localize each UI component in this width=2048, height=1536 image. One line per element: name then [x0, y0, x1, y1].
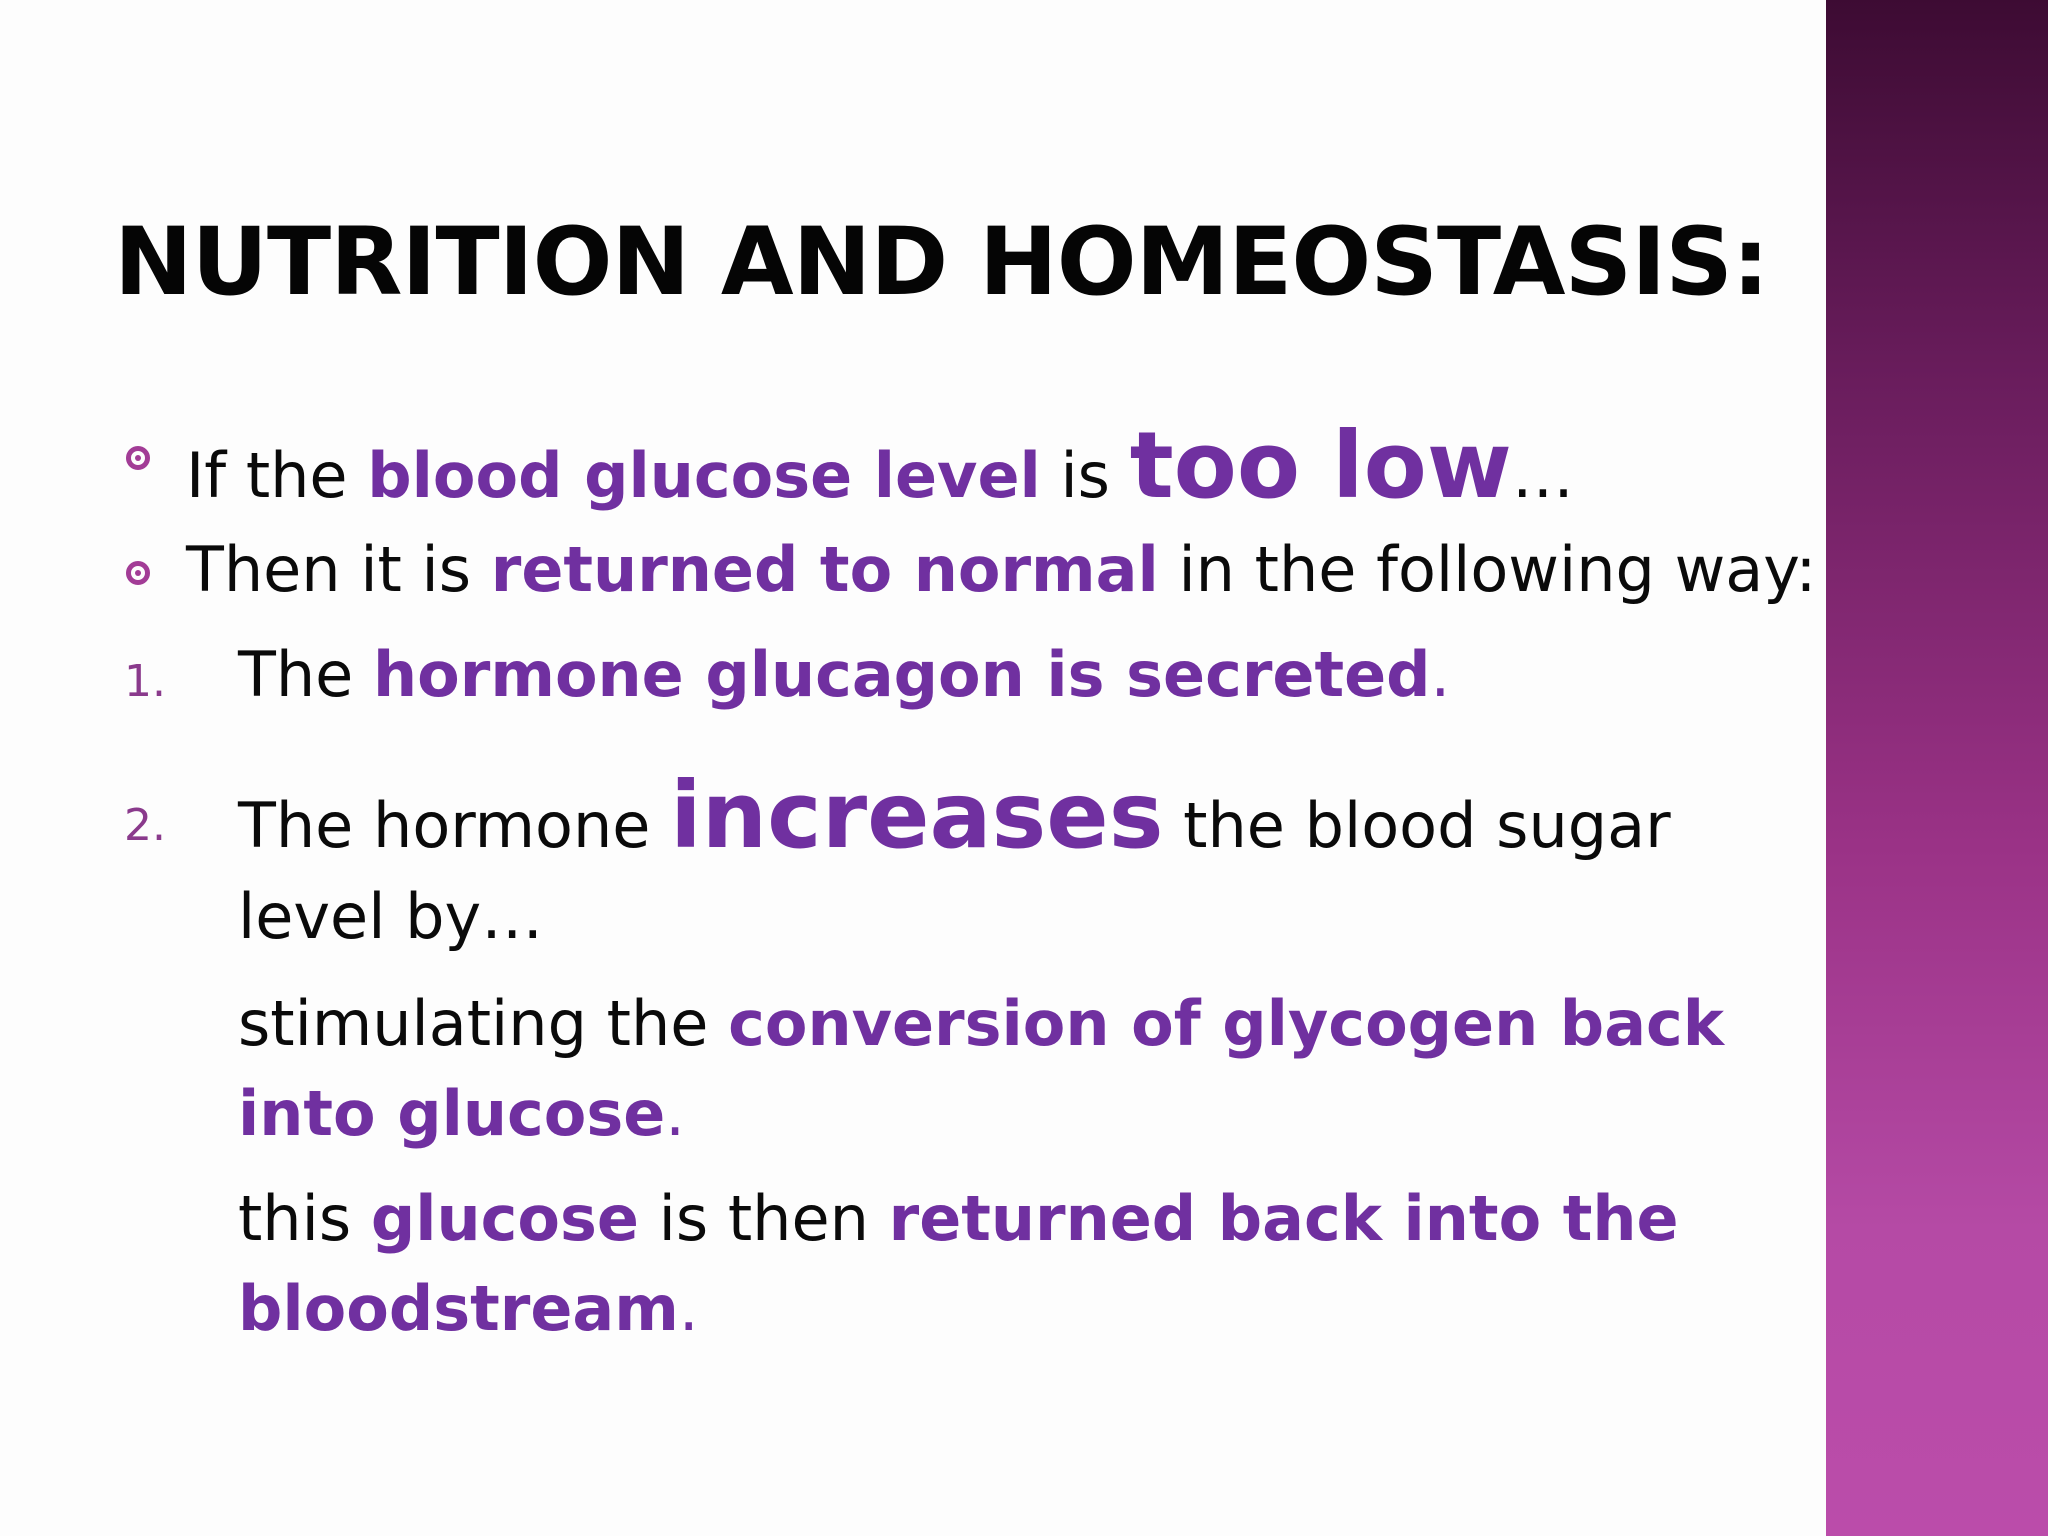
step-2-sub-1-highlight: into glucose: [238, 1077, 666, 1150]
step-2-number: 2.: [124, 800, 166, 851]
step-2-sub-2-line-1: [238, 1182, 1679, 1255]
bullet-2-part: in the following way:: [1158, 533, 1817, 606]
step-2-line-1: [238, 762, 1671, 869]
step-2-sub-2-part: is then: [638, 1182, 889, 1255]
step-1-part: The: [238, 638, 374, 711]
bullet-2-part: Then it is: [186, 533, 491, 606]
circled-dot-bullet-icon: [126, 446, 150, 470]
step-2-sub-1-part: stimulating the: [238, 987, 729, 1060]
step-2-sub-2-line-2: [238, 1272, 699, 1345]
step-2-sub-1-period: .: [665, 1077, 685, 1150]
bullet-1-text: [186, 412, 1574, 519]
step-2-emphasis: increases: [670, 762, 1164, 869]
bullet-2-text: [186, 533, 1816, 606]
step-2-sub-1-highlight: conversion of glycogen back: [728, 987, 1725, 1060]
step-2-sub-2-period: .: [678, 1272, 699, 1345]
circled-dot-bullet-icon: [126, 561, 150, 585]
step-1-text: [238, 638, 1450, 711]
slide-title: NUTRITION AND HOMEOSTASIS:: [114, 208, 1769, 317]
step-2-sub-1-line-2: [238, 1077, 685, 1150]
step-1-period: .: [1430, 638, 1451, 711]
step-2-sub-2-highlight: returned back into the: [888, 1182, 1679, 1255]
decorative-sidebar: [1826, 0, 2048, 1536]
bullet-1-part: is: [1040, 439, 1130, 512]
step-2-line-2: level by…: [238, 880, 544, 953]
bullet-1-ellipsis: …: [1511, 439, 1574, 512]
step-1-number: 1.: [124, 656, 166, 707]
step-2-sub-2-part: this: [238, 1182, 371, 1255]
step-2-sub-2-highlight: bloodstream: [238, 1272, 679, 1345]
step-2-sub-1-line-1: [238, 987, 1724, 1060]
step-1-highlight: hormone glucagon is secreted: [373, 638, 1431, 711]
step-2-part: the blood sugar: [1163, 789, 1671, 862]
bullet-1-emphasis: too low: [1129, 412, 1512, 519]
bullet-2-highlight: returned to normal: [490, 533, 1159, 606]
bullet-1-part: If the: [186, 439, 368, 512]
step-2-sub-2-highlight: glucose: [370, 1182, 639, 1255]
step-2-part: The hormone: [238, 789, 671, 862]
bullet-1-highlight: blood glucose level: [367, 439, 1041, 512]
